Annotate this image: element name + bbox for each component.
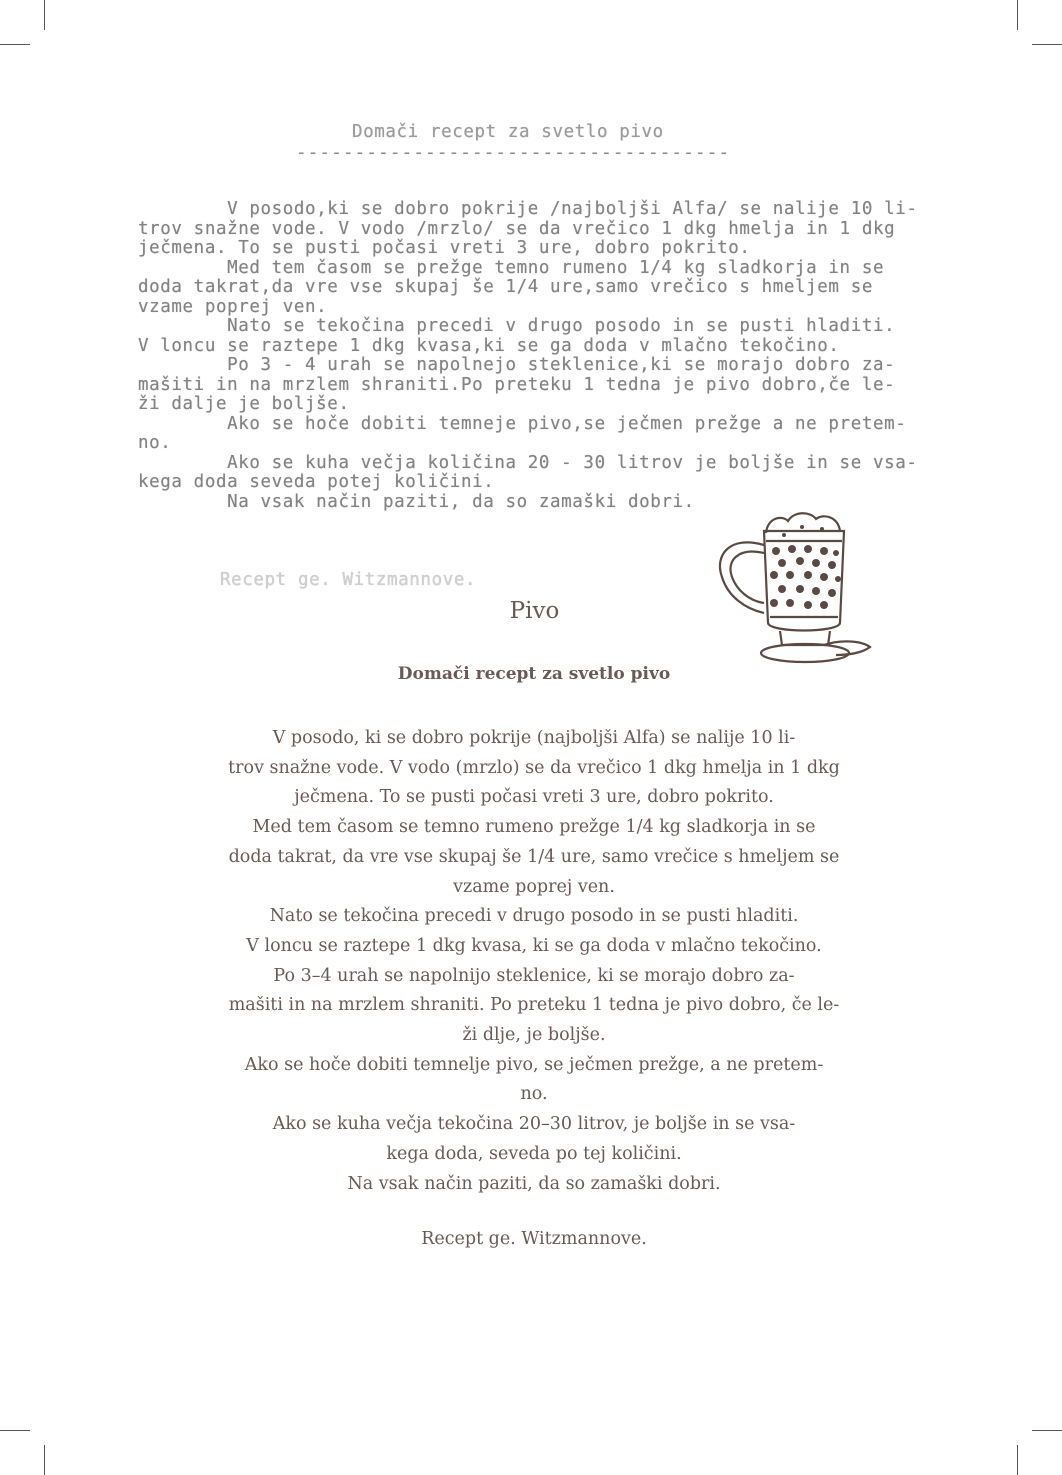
crop-mark (1017, 1445, 1018, 1475)
scan-line: no. (138, 433, 172, 453)
crop-mark (1032, 1430, 1062, 1431)
scan-line: mašiti in na mrzlem shraniti.Po preteku 1 tedna je pivo dobro,če le- (138, 374, 896, 395)
recipe-line: V loncu se raztepe 1 dkg kvasa, ki se ga doda v mlačno tekočino. (246, 935, 822, 956)
crop-mark (0, 1430, 30, 1431)
recipe-line: Na vsak način paziti, da so zamaški dobri. (347, 1173, 721, 1194)
scan-line: V loncu se raztepe 1 dkg kvasa,ki se ga doda v mlačno tekočino. (138, 335, 840, 356)
scan-line: kega doda seveda potej količini. (138, 472, 495, 492)
scan-title: Domači recept za svetlo pivo (352, 122, 664, 142)
scan-line: Med tem časom se prežge temno rumeno 1/4 kg sladkorja in se (138, 257, 885, 278)
recipe-line: no. (520, 1084, 548, 1105)
scan-line: trov snažne vode. V vodo /mrzlo/ se da vrečico 1 dkg hmelja in 1 dkg (138, 218, 896, 239)
scan-line: Na vsak način paziti, da so zamaški dobri. (138, 491, 695, 512)
transcription (200, 598, 868, 1249)
recipe-line: Med tem časom se temno rumeno prežge 1/4 kg sladkorja in se (252, 817, 816, 838)
scan-line: Ako se hoče dobiti temneje pivo,se ječmen prežge a ne pretem- (138, 413, 907, 434)
recipe-signature: Recept ge. Witzmannove. (421, 1229, 647, 1250)
recipe-line: vzame poprej ven. (453, 876, 615, 897)
recipe-body (200, 724, 868, 1199)
recipe-line: Po 3–4 urah se napolnijo steklenice, ki se morajo dobro za- (273, 965, 795, 986)
recipe-line: ječmena. To se pusti počasi vreti 3 ure, dobro pokrito. (294, 787, 774, 808)
recipe-line: V posodo, ki se dobro pokrije (najboljši Alfa) se nalije 10 li- (272, 728, 796, 748)
scan-line: Ako se kuha večja količina 20 - 30 litrov je boljše in se vsa- (138, 452, 918, 473)
scan-line: V posodo,ki se dobro pokrije /najboljši Alfa/ se nalije 10 li- (138, 199, 918, 219)
recipe-line: Nato se tekočina precedi v drugo posodo in se pusti hladiti. (269, 906, 799, 927)
scan-line: Po 3 - 4 urah se napolnejo steklenice,ki se morajo dobro za- (138, 355, 896, 375)
recipe-title: Domači recept za svetlo pivo (397, 664, 671, 684)
recipe-line: mašiti in na mrzlem shraniti. Po preteku 1 tedna je pivo dobro, če le- (228, 995, 840, 1016)
scan-line: ječmena. To se pusti počasi vreti 3 ure, dobro pokrito. (138, 238, 751, 258)
typewritten-scan (0, 0, 1062, 600)
scan-body (138, 200, 918, 512)
scan-underline: ------------------------------------- (296, 143, 731, 163)
recipe-line: ži dlje, je boljše. (462, 1025, 606, 1046)
recipe-line: Ako se kuha večja tekočina 20–30 litrov, je boljše in se vsa- (272, 1114, 796, 1135)
scan-line: vzame poprej ven. (138, 296, 328, 317)
recipe-line: kega doda, seveda po tej količini. (386, 1143, 682, 1164)
scan-line: doda takrat,da vre vse skupaj še 1/4 ure,samo vrečico s hmeljem se (138, 277, 873, 297)
scan-line: ži dalje je boljše. (138, 394, 350, 414)
recipe-line: Ako se hoče dobiti temnelje pivo, se ječmen prežge, a ne pretem- (244, 1054, 824, 1075)
page-title: Pivo (509, 598, 560, 624)
scan-signature: Recept ge. Witzmannove. (220, 570, 477, 590)
scan-line: Nato se tekočina precedi v drugo posodo in se pusti hladiti. (138, 316, 896, 336)
recipe-line: trov snažne vode. V vodo (mrzlo) se da vrečico 1 dkg hmelja in 1 dkg (228, 757, 840, 778)
recipe-line: doda takrat, da vre vse skupaj še 1/4 ure, samo vrečice s hmeljem se (228, 846, 840, 867)
crop-mark (44, 1445, 45, 1475)
